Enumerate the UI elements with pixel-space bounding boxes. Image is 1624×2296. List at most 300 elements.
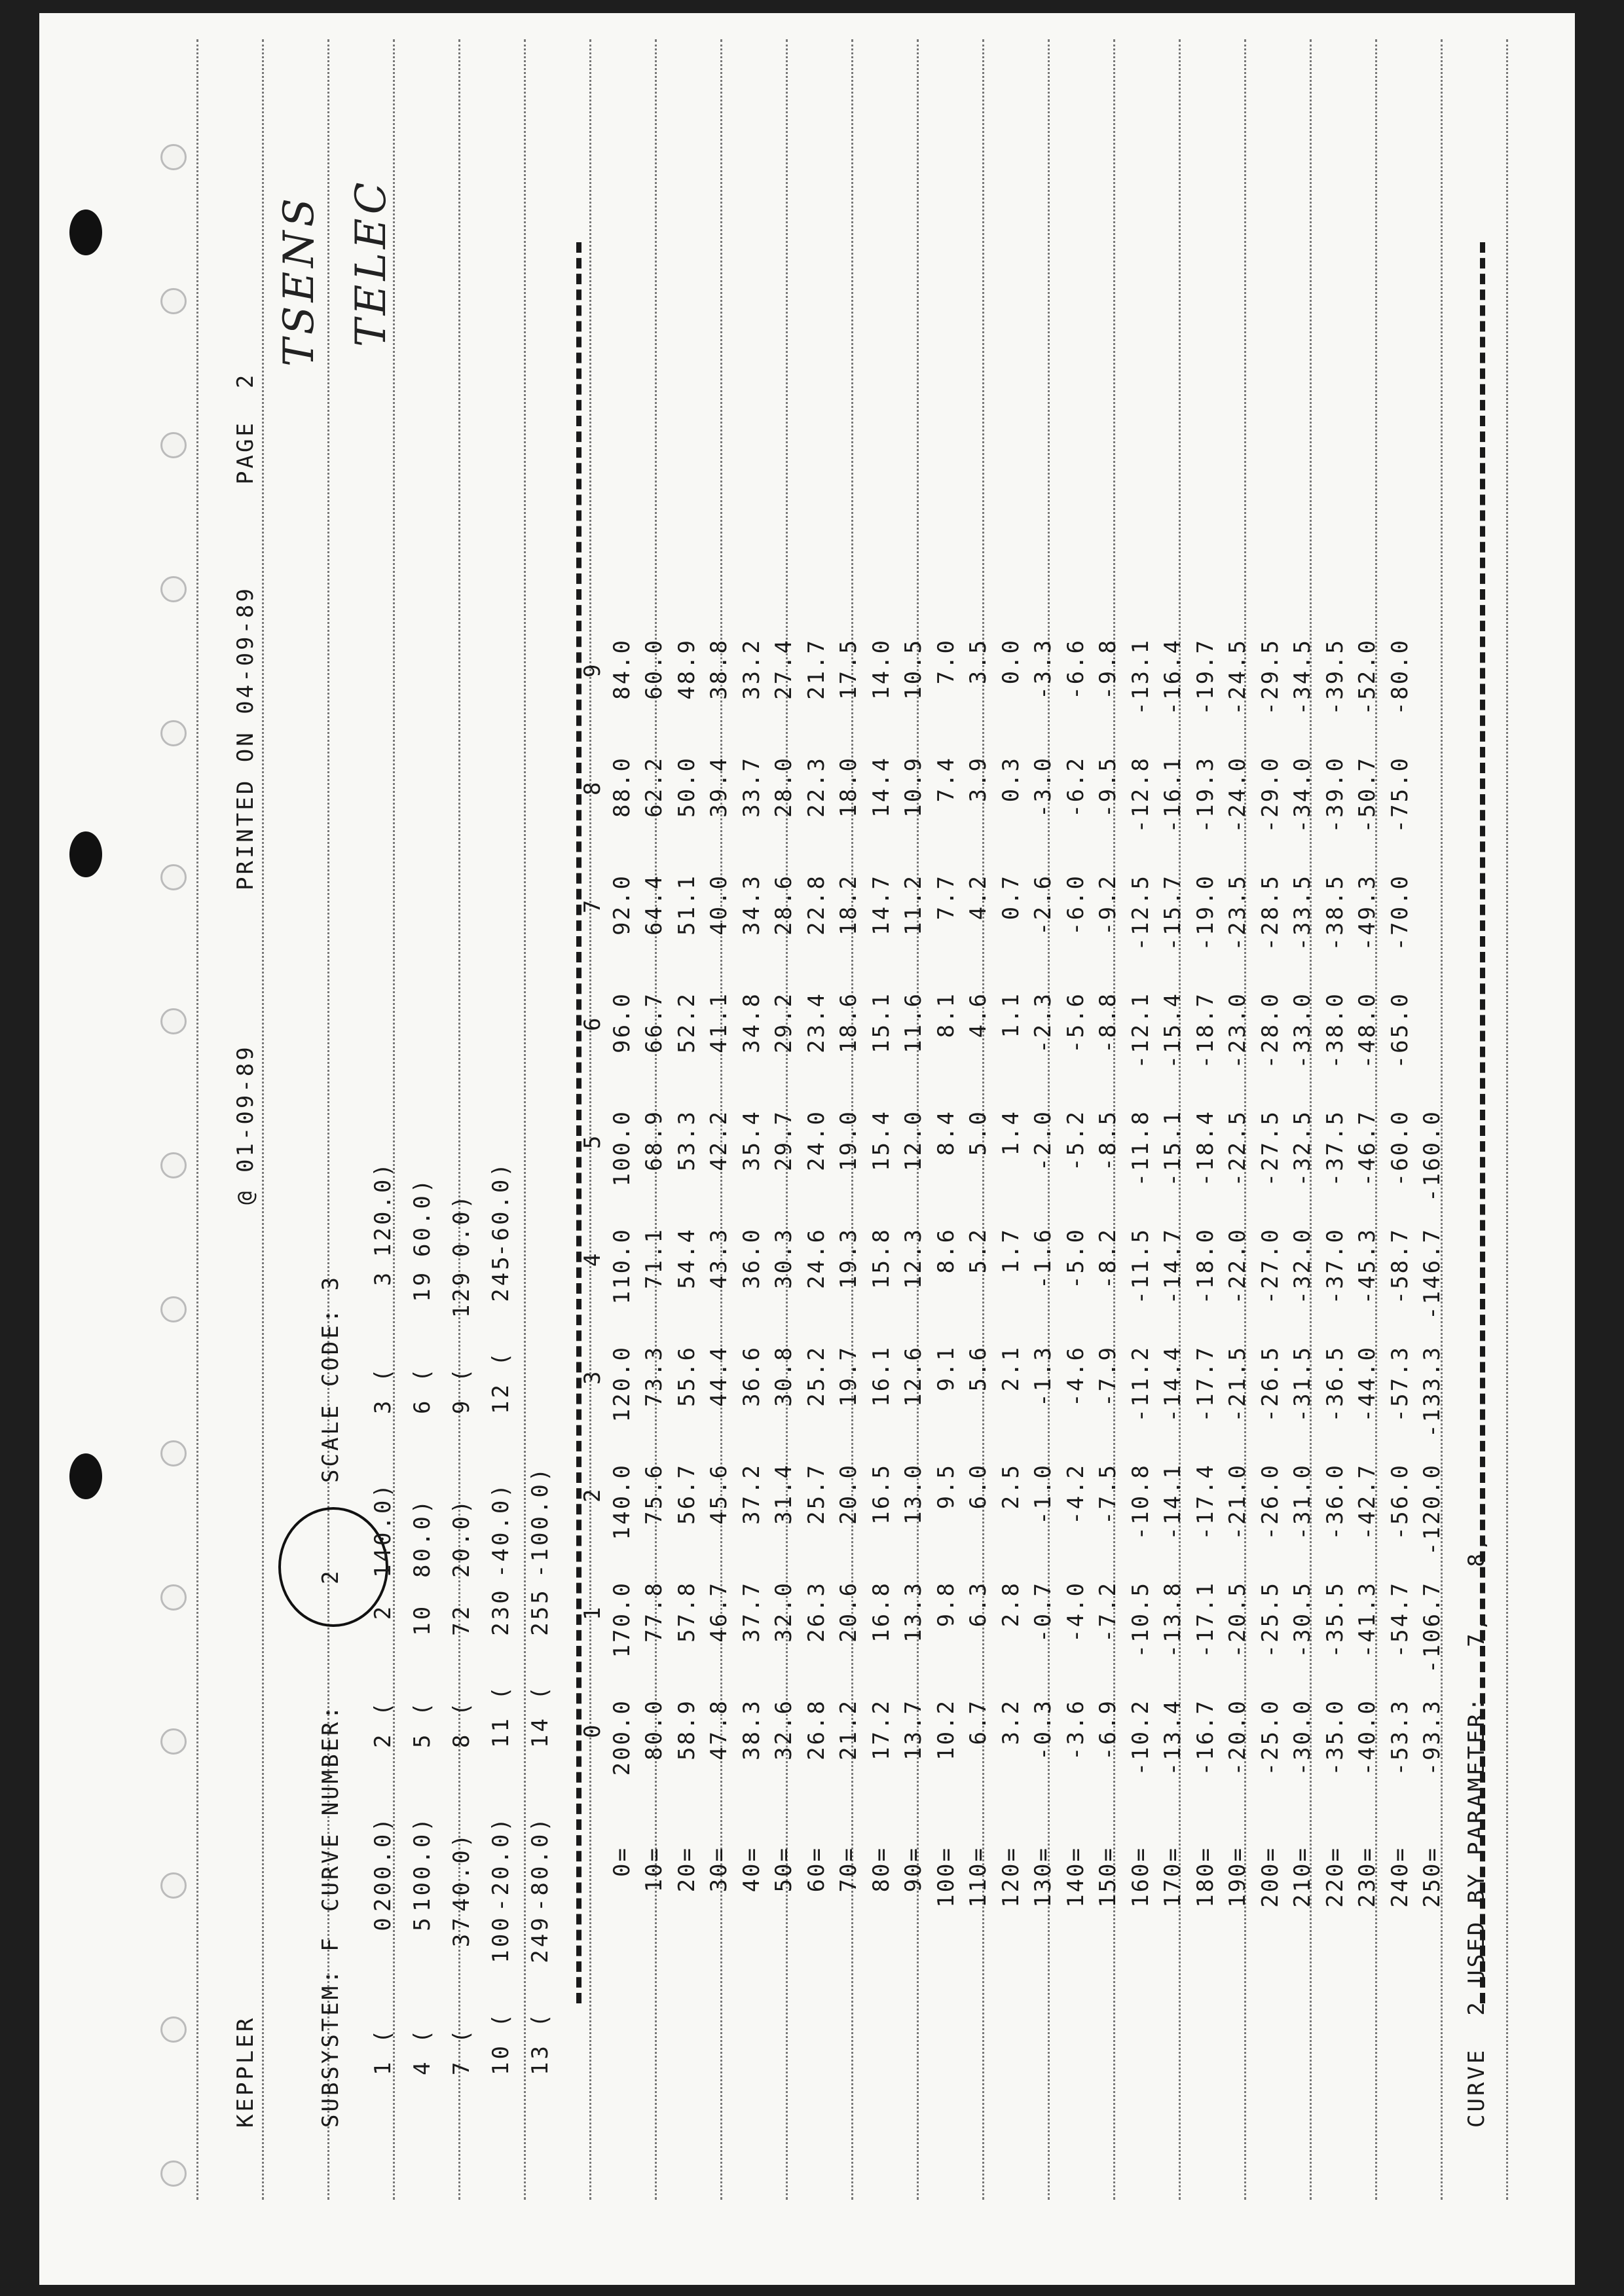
table-cell: -5.0 [1062, 1228, 1089, 1289]
table-cell: 30.3 [771, 1228, 798, 1289]
table-cell: -3.6 [1062, 1699, 1089, 1760]
table-cell: 92.0 [608, 874, 635, 936]
table-cell [1416, 874, 1449, 992]
table-cell [1416, 638, 1449, 756]
table-cell: -23.0 [1225, 992, 1251, 1069]
table-row [1189, 638, 1222, 1951]
table-cell: -4.6 [1062, 1345, 1089, 1407]
table-cell: -20.5 [1225, 1581, 1251, 1658]
table-cell: -8.8 [1095, 992, 1122, 1053]
table-cell: 80.0 [641, 1699, 668, 1760]
table-cell: 57.8 [673, 1581, 700, 1643]
table-cell: -20.0 [1225, 1699, 1251, 1776]
table-row [963, 638, 995, 1951]
table-cell: -5.2 [1062, 1110, 1089, 1171]
table-cell: 56.7 [673, 1463, 700, 1525]
table-cell: 120.0 [608, 1345, 635, 1423]
table-row [1027, 638, 1060, 1951]
table-cell: -29.0 [1257, 756, 1283, 833]
table-cell: -93.3 [1419, 1699, 1446, 1776]
table-cell: -8.2 [1095, 1228, 1122, 1289]
table-cell: 12.6 [900, 1345, 927, 1407]
table-cell: 1.4 [997, 1110, 1024, 1156]
table-cell: 22.8 [803, 874, 830, 936]
table-cell: -146.7 [1419, 1228, 1446, 1320]
table-cell: 36.0 [738, 1228, 765, 1289]
table-cell: -13.4 [1160, 1699, 1187, 1776]
table-cell: 18.6 [836, 992, 862, 1053]
table-cell: -1.3 [1030, 1345, 1057, 1407]
table-cell: 55.6 [673, 1345, 700, 1407]
table-cell: -48.0 [1354, 992, 1381, 1069]
table-cell: 19.3 [836, 1228, 862, 1289]
table-cell: 15.1 [868, 992, 895, 1053]
table-cell: -160.0 [1419, 1110, 1446, 1202]
table-cell: -13.1 [1127, 638, 1154, 716]
table-cell: 13.7 [900, 1699, 927, 1760]
table-cell: 3.9 [965, 756, 992, 803]
table-cell: -16.7 [1192, 1699, 1219, 1776]
table-cell: -3.0 [1030, 756, 1057, 818]
column-header: 2 [580, 1486, 606, 1503]
table-cell: 140.0 [608, 1463, 635, 1540]
table-cell: 33.2 [738, 638, 765, 700]
table-cell: 64.4 [641, 874, 668, 936]
table-cell: -15.7 [1160, 874, 1187, 951]
parameter-entry: 3 ( 3 [370, 1269, 396, 1414]
top-dash-rule [576, 242, 581, 2003]
table-cell: -10.2 [1127, 1699, 1154, 1776]
table-cell: 30.8 [771, 1345, 798, 1407]
table-cell: 40.0 [706, 874, 733, 936]
table-cell: 7.0 [932, 638, 959, 685]
table-cell: -1.6 [1030, 1228, 1057, 1289]
table-cell: -15.1 [1160, 1110, 1187, 1187]
punch-hole [69, 831, 102, 877]
table-cell: 110.0 [608, 1228, 635, 1305]
table-cell: 36.6 [738, 1345, 765, 1407]
table-cell: -56.0 [1386, 1463, 1413, 1540]
table-cell: 60.0 [641, 638, 668, 700]
row-label: 30= [706, 1846, 733, 1893]
table-cell: -12.5 [1127, 874, 1154, 951]
table-cell: 4.6 [965, 992, 992, 1038]
table-row [671, 638, 703, 1951]
curve-table [606, 638, 1449, 1951]
table-row [1352, 638, 1384, 1951]
row-label: 200= [1257, 1846, 1283, 1908]
column-header: 4 [580, 1250, 606, 1267]
table-cell: 28.6 [771, 874, 798, 936]
table-cell: 23.4 [803, 992, 830, 1053]
table-cell: -7.5 [1095, 1463, 1122, 1525]
table-cell: 12.3 [900, 1228, 927, 1289]
table-cell: 50.0 [673, 756, 700, 818]
row-label: 230= [1354, 1846, 1381, 1908]
column-header: 7 [580, 897, 606, 913]
table-cell: 53.3 [673, 1110, 700, 1171]
table-row [768, 638, 801, 1951]
table-cell: 35.4 [738, 1110, 765, 1171]
table-cell: 9.1 [932, 1345, 959, 1392]
table-cell: -21.0 [1225, 1463, 1251, 1540]
paper-rule [524, 39, 526, 2200]
table-cell: 68.9 [641, 1110, 668, 1171]
table-cell: 100.0 [608, 1110, 635, 1187]
row-label: 50= [771, 1846, 798, 1893]
table-row [735, 638, 768, 1951]
table-cell: -33.0 [1289, 992, 1316, 1069]
table-cell: 84.0 [608, 638, 635, 700]
table-cell: -11.2 [1127, 1345, 1154, 1423]
table-cell: -18.0 [1192, 1228, 1219, 1305]
table-cell: -11.5 [1127, 1228, 1154, 1305]
table-cell: -0.7 [1030, 1581, 1057, 1643]
punch-hole [69, 1453, 102, 1499]
table-cell: 47.8 [706, 1699, 733, 1760]
table-cell: -44.0 [1354, 1345, 1381, 1423]
table-cell: 7.7 [932, 874, 959, 920]
table-cell: -45.3 [1354, 1228, 1381, 1305]
table-cell: 34.3 [738, 874, 765, 936]
table-cell: 75.6 [641, 1463, 668, 1525]
table-cell: 38.8 [706, 638, 733, 700]
table-cell: -120.0 [1419, 1463, 1446, 1556]
table-cell: -133.3 [1419, 1345, 1446, 1438]
table-cell: 38.3 [738, 1699, 765, 1760]
table-cell: 16.8 [868, 1581, 895, 1643]
table-cell: -19.7 [1192, 638, 1219, 716]
table-cell: -22.5 [1225, 1110, 1251, 1187]
table-row [1319, 638, 1352, 1951]
table-cell: -37.0 [1321, 1228, 1348, 1305]
table-cell: -17.1 [1192, 1581, 1219, 1658]
table-cell: -19.0 [1192, 874, 1219, 951]
row-label: 20= [673, 1846, 700, 1893]
parameter-entry: 40.0) [449, 1831, 475, 1912]
table-cell: -80.0 [1386, 638, 1413, 716]
parameter-entry: 14 ( 255 [527, 1588, 553, 1748]
printout-sheet [39, 13, 1575, 2285]
parameter-entry: 80.0) [409, 1497, 435, 1578]
table-cell: 14.0 [868, 638, 895, 700]
table-cell: 13.0 [900, 1463, 927, 1525]
table-cell: -38.5 [1321, 874, 1348, 951]
table-cell: -26.0 [1257, 1463, 1283, 1540]
table-cell: -70.0 [1386, 874, 1413, 951]
table-cell: -9.8 [1095, 638, 1122, 700]
table-cell: 32.0 [771, 1581, 798, 1643]
table-cell: 14.7 [868, 874, 895, 936]
parameter-entry: 1 ( 0 [370, 1915, 396, 2075]
row-label: 250= [1419, 1846, 1446, 1908]
row-label: 240= [1386, 1846, 1413, 1908]
table-cell: -75.0 [1386, 756, 1413, 833]
table-cell: 8.6 [932, 1228, 959, 1274]
table-cell: -28.0 [1257, 992, 1283, 1069]
table-cell: -6.6 [1062, 638, 1089, 700]
table-cell: -36.0 [1321, 1463, 1348, 1540]
table-cell: -38.0 [1321, 992, 1348, 1069]
table-cell: 71.1 [641, 1228, 668, 1289]
table-cell: -0.3 [1030, 1699, 1057, 1760]
table-cell: 16.1 [868, 1345, 895, 1407]
table-cell: 18.2 [836, 874, 862, 936]
table-cell: 0.3 [997, 756, 1024, 803]
table-row [800, 638, 833, 1951]
table-cell: 26.3 [803, 1581, 830, 1643]
table-row [1124, 638, 1157, 1951]
table-cell: -4.2 [1062, 1463, 1089, 1525]
table-cell: -33.5 [1289, 874, 1316, 951]
table-cell: 29.2 [771, 992, 798, 1053]
table-cell: -24.0 [1225, 756, 1251, 833]
table-cell: 46.7 [706, 1581, 733, 1643]
table-cell: -35.5 [1321, 1581, 1348, 1658]
table-cell: -42.7 [1354, 1463, 1381, 1540]
table-cell: -13.8 [1160, 1581, 1187, 1658]
table-cell: -5.6 [1062, 992, 1089, 1053]
table-cell: -39.5 [1321, 638, 1348, 716]
table-cell: 200.0 [608, 1699, 635, 1776]
table-cell: -40.0 [1354, 1699, 1381, 1776]
table-cell: 22.3 [803, 756, 830, 818]
table-cell: -22.0 [1225, 1228, 1251, 1305]
table-cell: -3.3 [1030, 638, 1057, 700]
table-cell: 58.9 [673, 1699, 700, 1760]
table-cell: -37.5 [1321, 1110, 1348, 1187]
paper-rule [1506, 39, 1508, 2200]
table-cell: -8.5 [1095, 1110, 1122, 1171]
table-row [930, 638, 963, 1951]
table-cell: -50.7 [1354, 756, 1381, 833]
table-cell: 1.7 [997, 1228, 1024, 1274]
row-label: 70= [836, 1846, 862, 1893]
table-cell: 19.7 [836, 1345, 862, 1407]
table-cell: 9.8 [932, 1581, 959, 1628]
column-header: 5 [580, 1133, 606, 1149]
parameter-entry: 10 ( 100 [488, 1915, 514, 2075]
table-cell: 37.7 [738, 1581, 765, 1643]
table-cell: -28.5 [1257, 874, 1283, 951]
table-cell: 2.1 [997, 1345, 1024, 1392]
table-cell: -31.0 [1289, 1463, 1316, 1540]
table-cell: -41.3 [1354, 1581, 1381, 1658]
table-cell: 21.7 [803, 638, 830, 700]
table-row [1157, 638, 1190, 1951]
table-cell: -30.0 [1289, 1699, 1316, 1776]
table-cell: 3.2 [997, 1699, 1024, 1745]
header-date: @ 01-09-89 [232, 1044, 259, 1205]
table-cell: -31.5 [1289, 1345, 1316, 1423]
table-cell: 10.5 [900, 638, 927, 700]
table-row [833, 638, 866, 1951]
handwritten-note-1: TSENS [275, 194, 323, 367]
parameter-entry: 9 ( 129 [449, 1269, 475, 1414]
row-label: 90= [900, 1846, 927, 1893]
table-cell: -46.7 [1354, 1110, 1381, 1187]
table-cell: 170.0 [608, 1581, 635, 1658]
table-cell: 10.2 [932, 1699, 959, 1760]
table-row [1092, 638, 1125, 1951]
table-cell: -29.5 [1257, 638, 1283, 716]
table-cell: -54.7 [1386, 1581, 1413, 1658]
column-header: 9 [580, 661, 606, 678]
table-cell: -19.3 [1192, 756, 1219, 833]
table-row [1254, 638, 1287, 1951]
table-cell: 28.0 [771, 756, 798, 818]
table-cell: -14.4 [1160, 1345, 1187, 1423]
table-row [898, 638, 931, 1951]
row-label: 170= [1160, 1846, 1187, 1908]
curve-number-label: CURVE NUMBER: [318, 1703, 344, 1912]
table-cell: -24.5 [1225, 638, 1251, 716]
table-cell: -57.3 [1386, 1345, 1413, 1423]
column-header: 8 [580, 779, 606, 795]
table-cell: -26.5 [1257, 1345, 1283, 1423]
table-cell: 19.0 [836, 1110, 862, 1171]
parameter-entry: -40.0) [488, 1482, 514, 1578]
table-cell: -49.3 [1354, 874, 1381, 951]
table-cell: 52.2 [673, 992, 700, 1053]
table-cell: -7.9 [1095, 1345, 1122, 1407]
table-cell: -7.2 [1095, 1581, 1122, 1643]
table-row [638, 638, 671, 1951]
row-label: 180= [1192, 1846, 1219, 1908]
table-cell: -23.5 [1225, 874, 1251, 951]
table-cell: -52.0 [1354, 638, 1381, 716]
table-cell: 15.8 [868, 1228, 895, 1289]
table-cell: -14.1 [1160, 1463, 1187, 1540]
table-row [606, 638, 638, 1951]
table-cell: -4.0 [1062, 1581, 1089, 1643]
table-cell: 48.9 [673, 638, 700, 700]
table-cell: 13.3 [900, 1581, 927, 1643]
row-label: 160= [1127, 1846, 1154, 1908]
parameter-entry: 200.0) [370, 1815, 396, 1912]
table-cell: 6.0 [965, 1463, 992, 1510]
table-cell: 42.2 [706, 1110, 733, 1171]
table-cell: -65.0 [1386, 992, 1413, 1069]
table-cell: 11.2 [900, 874, 927, 936]
table-cell: 24.6 [803, 1228, 830, 1289]
paper-rule [589, 39, 591, 2200]
table-cell: -6.9 [1095, 1699, 1122, 1760]
table-cell: -10.5 [1127, 1581, 1154, 1658]
table-cell: -2.0 [1030, 1110, 1057, 1171]
header-name: KEPPLER [232, 2015, 259, 2128]
table-cell: 54.4 [673, 1228, 700, 1289]
parameter-entry: -60.0) [488, 1161, 514, 1257]
parameter-entry: 60.0) [409, 1176, 435, 1257]
table-cell: 17.2 [868, 1699, 895, 1760]
table-cell: 25.7 [803, 1463, 830, 1525]
table-cell: -106.7 [1419, 1581, 1446, 1673]
table-cell: -12.1 [1127, 992, 1154, 1069]
table-cell: -12.8 [1127, 756, 1154, 833]
table-cell: -1.0 [1030, 1463, 1057, 1525]
table-cell: -60.0 [1386, 1110, 1413, 1187]
column-header: 3 [580, 1368, 606, 1385]
table-cell: 6.3 [965, 1581, 992, 1628]
parameter-entry: 6 ( 19 [409, 1269, 435, 1414]
row-label: 140= [1062, 1846, 1089, 1908]
table-cell: 45.6 [706, 1463, 733, 1525]
column-header: 1 [580, 1604, 606, 1620]
table-cell: -16.1 [1160, 756, 1187, 833]
table-cell: -34.5 [1289, 638, 1316, 716]
table-cell: 21.2 [836, 1699, 862, 1760]
table-cell: -35.0 [1321, 1699, 1348, 1776]
table-cell: 43.3 [706, 1228, 733, 1289]
table-cell: 18.0 [836, 756, 862, 818]
table-cell: 32.6 [771, 1699, 798, 1760]
table-cell: 14.4 [868, 756, 895, 818]
table-cell: 3.5 [965, 638, 992, 685]
table-cell: -9.5 [1095, 756, 1122, 818]
parameter-entry: 140.0) [370, 1482, 396, 1578]
table-cell: 16.5 [868, 1463, 895, 1525]
column-header: 6 [580, 1015, 606, 1031]
table-cell: 20.6 [836, 1581, 862, 1643]
row-label: 100= [932, 1846, 959, 1908]
table-cell: 73.3 [641, 1345, 668, 1407]
table-cell: -14.7 [1160, 1228, 1187, 1305]
table-cell: 37.2 [738, 1463, 765, 1525]
table-cell: -21.5 [1225, 1345, 1251, 1423]
table-row [1222, 638, 1255, 1951]
table-cell: 4.2 [965, 874, 992, 920]
parameter-entry: 5 ( 10 [409, 1603, 435, 1748]
table-row [1060, 638, 1092, 1951]
table-cell: -32.0 [1289, 1228, 1316, 1305]
row-label: 220= [1321, 1846, 1348, 1908]
table-row [1287, 638, 1320, 1951]
table-cell: 10.9 [900, 756, 927, 818]
table-cell: 34.8 [738, 992, 765, 1053]
table-cell: 7.4 [932, 756, 959, 803]
table-cell: -53.3 [1386, 1699, 1413, 1776]
parameter-entry: 0.0) [449, 1193, 475, 1257]
table-row [995, 638, 1027, 1951]
table-cell: 11.6 [900, 992, 927, 1053]
table-cell: 26.8 [803, 1699, 830, 1760]
punch-hole [69, 210, 102, 255]
table-cell: 8.4 [932, 1110, 959, 1156]
table-cell: 2.5 [997, 1463, 1024, 1510]
handwritten-note-2: TELEC [347, 178, 396, 347]
table-cell: 2.8 [997, 1581, 1024, 1628]
table-cell: 27.4 [771, 638, 798, 700]
parameter-entry: 11 ( 230 [488, 1588, 514, 1748]
table-cell: -17.7 [1192, 1345, 1219, 1423]
row-label: 10= [641, 1846, 668, 1893]
table-cell: -30.5 [1289, 1581, 1316, 1658]
table-cell: -6.0 [1062, 874, 1089, 936]
table-cell: -17.4 [1192, 1463, 1219, 1540]
table-row [865, 638, 898, 1951]
row-label: 210= [1289, 1846, 1316, 1908]
table-cell: 77.8 [641, 1581, 668, 1643]
table-cell: 0.0 [997, 638, 1024, 685]
parameter-entry: -100.0) [527, 1465, 553, 1578]
table-cell: 96.0 [608, 992, 635, 1053]
footer-note: CURVE 2 USED BY PARAMETER: 7, 8, [1464, 1535, 1490, 2128]
paper-rule [262, 39, 264, 2200]
parameter-entry: 100.0) [409, 1815, 435, 1912]
table-cell: 5.6 [965, 1345, 992, 1392]
table-cell: -27.0 [1257, 1228, 1283, 1305]
